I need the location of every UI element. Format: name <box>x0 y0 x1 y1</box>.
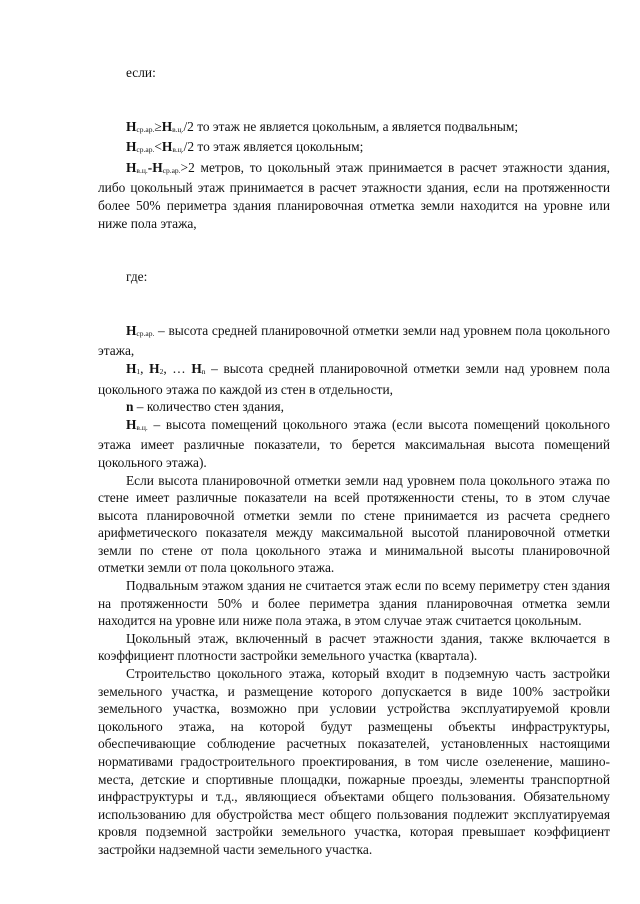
condition-1: Нср.ар.≥Нв.ц./2 то этаж не является цокольным, а является подвальным; <box>126 118 519 134</box>
intro-esli: если: <box>126 65 156 80</box>
definition-hlist: Н1, Н2, … Нn – высота средней планировочной отметки земли над уровнем пола цокольного этажа по каждой из стен в отдельности, <box>98 360 611 397</box>
intro-gde: где: <box>126 269 148 285</box>
paragraph-height-average: Если высота планировочной отметки земли над уровнем пола цокольного этажа по стене имеет различные показатели на всей протяженности стены, то в этом случае высота планировочной отметки земли по стене принимается из расчета среднего арифметического показателя между максимальной высотой планировочной отметки земли по стене от пола цокольного этажа и минимальной высоты планировочной отметки земли от пола цокольного этажа. <box>98 472 610 576</box>
paragraph-construction: Строительство цокольного этажа, который входит в подземную часть застройки земельного участка, и размещение которого допускается в виде 100% застройки земельного участка, возможно при условии устройства эксплуатируемой кровли цокольного этажа, на которой будут размещены объекты инфраструктуры, обеспечивающие соблюдение расчетных показателей, установленных настоящими нормативами градостроительного проектирования, в том числе озеленение, машино-места, детские и спортивные площадки, пожарные проезды, элементы транспортной инфраструктуры и т.д., являющиеся объектами общего пользования. Обязательному использованию для обустройства мест общего пользования подлежит эксплуатируемая кровля подземной застройки земельного участка, которая превышает коэффициент застройки надземной части земельного участка. <box>98 666 610 857</box>
definition-hvc: Нв.ц. – высота помещений цокольного этажа (если высота помещений цокольного этажа имеет различные показатели, то берется максимальная высота помещений цокольного этажа). <box>98 416 610 470</box>
condition-2: Нср.ар.<Нв.ц./2 то этаж является цокольным; <box>126 139 364 155</box>
document-page <box>98 64 610 859</box>
paragraph-basement-rule: Подвальным этажом здания не считается этаж если по всему периметру стен здания на протяженности 50% и более периметра здания планировочная отметка земли находится на уровне или ниже пола этажа, в этом случае этаж считается цокольным. <box>98 578 610 629</box>
definition-hsr: Нср.ар. – высота средней планировочной отметки земли над уровнем пола цокольного этажа, <box>98 322 610 359</box>
paragraph-density: Цокольный этаж, включенный в расчет этажности здания, также включается в коэффициент плотности застройки земельного участка (квартала). <box>98 630 610 664</box>
condition-3: Нв.ц.-Нср.ар.>2 метров, то цокольный этаж принимается в расчет этажности здания, либо цокольный этаж принимается в расчет этажности здания, если на протяженности более 50% периметра здания планировочная отметка земли находится на уровне или ниже пола этажа, <box>98 159 610 231</box>
definition-n: n – количество стен здания, <box>126 399 285 415</box>
